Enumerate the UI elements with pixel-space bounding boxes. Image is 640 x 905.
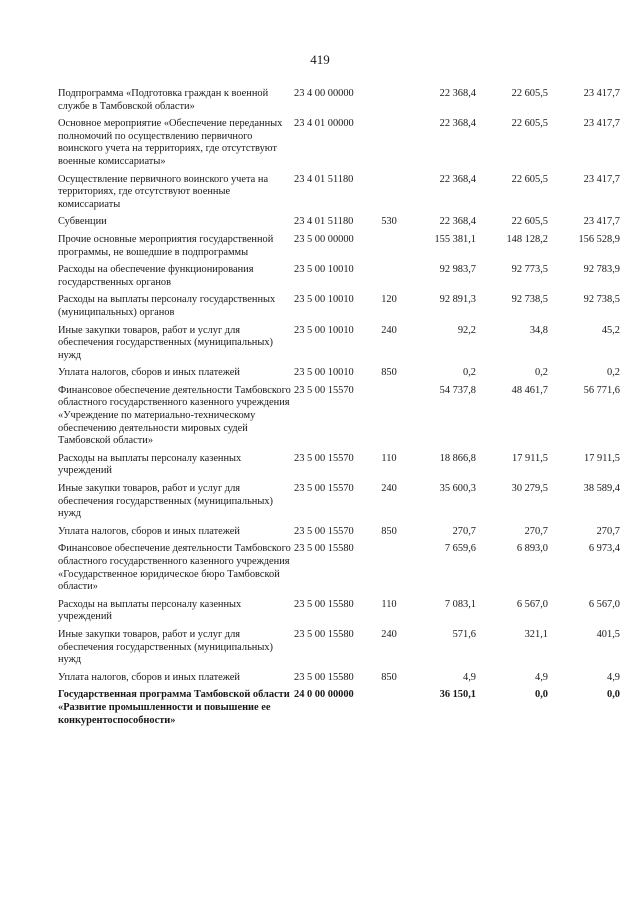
amount-year-1: 7 659,6	[444, 543, 476, 555]
table-row	[58, 174, 620, 217]
table-row	[58, 526, 620, 544]
budget-table-body	[58, 88, 620, 732]
item-name: Уплата налогов, сборов и иных платежей	[58, 671, 240, 683]
target-code: 23 5 00 10010	[294, 294, 354, 306]
amount-year-3: 0,2	[607, 367, 620, 379]
table-row	[58, 88, 620, 118]
table-row	[58, 689, 620, 732]
expense-type-code	[374, 264, 404, 294]
expense-type-code: 110	[381, 452, 397, 464]
amount-year-2: 17 911,5	[512, 452, 548, 464]
amount-year-1: 571,6	[452, 628, 476, 640]
table-row	[58, 672, 620, 690]
expense-type-code	[374, 88, 404, 118]
expense-type-code	[374, 234, 404, 264]
amount-year-1: 22 368,4	[439, 216, 476, 228]
amount-year-3: 0,0	[607, 689, 620, 701]
amount-year-1: 22 368,4	[439, 118, 476, 130]
target-code: 23 4 01 00000	[294, 118, 354, 130]
target-code: 23 5 00 15570	[294, 525, 354, 537]
amount-year-1: 22 368,4	[439, 173, 476, 185]
target-code: 23 5 00 15570	[294, 452, 354, 464]
item-name: Расходы на обеспечение функционирования государственных органов	[58, 264, 254, 288]
item-name: Финансовое обеспечение деятельности Тамбовского областного государственного казенного учреждения «Государственное юридическое бюро Тамбовской области»	[58, 543, 291, 593]
item-name: Уплата налогов, сборов и иных платежей	[58, 525, 240, 537]
amount-year-3: 23 417,7	[583, 118, 620, 130]
expense-type-code	[374, 118, 404, 173]
amount-year-2: 0,0	[535, 689, 548, 701]
item-name: Подпрограмма «Подготовка граждан к военной службе в Тамбовской области»	[58, 88, 269, 112]
amount-year-3: 401,5	[596, 628, 620, 640]
expense-type-code: 110	[381, 598, 397, 610]
amount-year-2: 48 461,7	[511, 384, 548, 396]
table-row	[58, 367, 620, 385]
item-name: Иные закупки товаров, работ и услуг для обеспечения государственных (муниципальных) нужд	[58, 628, 274, 666]
item-name: Уплата налогов, сборов и иных платежей	[58, 367, 240, 379]
amount-year-3: 23 417,7	[583, 216, 620, 228]
amount-year-2: 22 605,5	[511, 216, 548, 228]
expense-type-code	[374, 385, 404, 453]
item-name: Расходы на выплаты персоналу государственных (муниципальных) органов	[58, 294, 276, 318]
amount-year-3: 6 567,0	[588, 598, 620, 610]
amount-year-1: 270,7	[452, 525, 476, 537]
amount-year-2: 22 605,5	[511, 173, 548, 185]
amount-year-1: 22 368,4	[439, 88, 476, 99]
item-name: Основное мероприятие «Обеспечение переданных полномочий по осуществлению первичного воинского учета на территориях, где отсутствуют военные комиссариаты»	[58, 118, 283, 167]
amount-year-1: 4,9	[463, 671, 476, 683]
amount-year-3: 23 417,7	[583, 88, 620, 99]
expense-type-code	[374, 174, 404, 217]
amount-year-2: 6 893,0	[516, 543, 548, 555]
amount-year-2: 92 738,5	[511, 294, 548, 306]
target-code: 23 5 00 00000	[294, 233, 354, 245]
amount-year-3: 38 589,4	[583, 483, 620, 495]
item-name: Финансовое обеспечение деятельности Тамбовского областного государственного казенного учреждения «Учреждение по материально-техническому обеспечению деятельности мировых судей Тамбовской области»	[58, 384, 291, 447]
table-row	[58, 234, 620, 264]
amount-year-2: 30 279,5	[511, 483, 548, 495]
amount-year-3: 92 783,9	[583, 264, 620, 276]
amount-year-2: 34,8	[529, 324, 548, 336]
table-row	[58, 543, 620, 598]
expense-type-code	[374, 689, 404, 732]
amount-year-3: 45,2	[601, 324, 620, 336]
expense-type-code: 850	[381, 671, 397, 683]
target-code: 23 5 00 15570	[294, 384, 354, 396]
target-code: 23 5 00 15570	[294, 483, 354, 495]
amount-year-1: 92,2	[457, 324, 476, 336]
expense-type-code: 240	[381, 324, 397, 336]
amount-year-1: 92 983,7	[439, 264, 476, 276]
table-row	[58, 385, 620, 453]
target-code: 23 4 01 51180	[294, 173, 354, 185]
expense-type-code: 850	[381, 525, 397, 537]
amount-year-3: 270,7	[596, 525, 620, 537]
target-code: 23 4 01 51180	[294, 216, 354, 228]
expense-type-code: 530	[381, 216, 397, 228]
amount-year-2: 22 605,5	[511, 88, 548, 99]
target-code: 23 5 00 10010	[294, 367, 354, 379]
table-row	[58, 294, 620, 324]
target-code: 23 4 00 00000	[294, 88, 354, 99]
expense-type-code: 240	[381, 483, 397, 495]
item-name: Субвенции	[58, 216, 107, 228]
amount-year-2: 321,1	[524, 628, 548, 640]
amount-year-1: 7 083,1	[444, 598, 476, 610]
amount-year-2: 148 128,2	[506, 233, 548, 245]
amount-year-1: 92 891,3	[439, 294, 476, 306]
item-name: Осуществление первичного воинского учета на территориях, где отсутствуют военные комиссариаты	[58, 173, 269, 210]
target-code: 23 5 00 15580	[294, 671, 354, 683]
amount-year-2: 92 773,5	[511, 264, 548, 276]
item-name: Прочие основные мероприятия государственной программы, не вошедшие в подпрограммы	[58, 233, 274, 258]
amount-year-2: 4,9	[535, 671, 548, 683]
table-row	[58, 629, 620, 672]
table-row	[58, 325, 620, 368]
amount-year-2: 6 567,0	[516, 598, 548, 610]
item-name: Расходы на выплаты персоналу казенных учреждений	[58, 598, 242, 623]
item-name: Иные закупки товаров, работ и услуг для обеспечения государственных (муниципальных) нужд	[58, 324, 274, 361]
expense-type-code: 850	[381, 367, 397, 379]
amount-year-2: 22 605,5	[511, 118, 548, 130]
target-code: 23 5 00 10010	[294, 324, 354, 336]
amount-year-1: 18 866,8	[439, 452, 476, 464]
amount-year-1: 54 737,8	[439, 384, 476, 396]
amount-year-3: 56 771,6	[583, 384, 620, 396]
amount-year-1: 36 150,1	[439, 689, 476, 701]
expense-type-code: 240	[381, 628, 397, 640]
target-code: 24 0 00 00000	[294, 689, 354, 701]
target-code: 23 5 00 15580	[294, 543, 354, 555]
amount-year-2: 0,2	[535, 367, 548, 379]
amount-year-1: 35 600,3	[439, 483, 476, 495]
item-name: Иные закупки товаров, работ и услуг для обеспечения государственных (муниципальных) нужд	[58, 483, 274, 520]
amount-year-3: 92 738,5	[583, 294, 620, 306]
amount-year-3: 23 417,7	[583, 173, 620, 185]
expense-type-code	[374, 543, 404, 598]
amount-year-3: 4,9	[607, 671, 620, 683]
amount-year-3: 156 528,9	[578, 233, 620, 245]
table-row	[58, 483, 620, 526]
table-row	[58, 118, 620, 173]
table-row	[58, 216, 620, 234]
item-name: Расходы на выплаты персоналу казенных учреждений	[58, 452, 242, 477]
amount-year-2: 270,7	[524, 525, 548, 537]
table-row	[58, 599, 620, 629]
target-code: 23 5 00 10010	[294, 264, 354, 276]
target-code: 23 5 00 15580	[294, 598, 354, 610]
budget-table	[58, 88, 620, 732]
table-row	[58, 453, 620, 483]
item-name: Государственная программа Тамбовской области «Развитие промышленности и повышение ее конкурентоспособности»	[58, 689, 290, 726]
expense-type-code: 120	[381, 294, 397, 306]
table-row	[58, 264, 620, 294]
amount-year-3: 6 973,4	[588, 543, 620, 555]
amount-year-1: 0,2	[463, 367, 476, 379]
target-code: 23 5 00 15580	[294, 628, 354, 640]
amount-year-3: 17 911,5	[584, 452, 620, 464]
page-number: 419	[310, 52, 330, 67]
amount-year-1: 155 381,1	[434, 233, 476, 245]
